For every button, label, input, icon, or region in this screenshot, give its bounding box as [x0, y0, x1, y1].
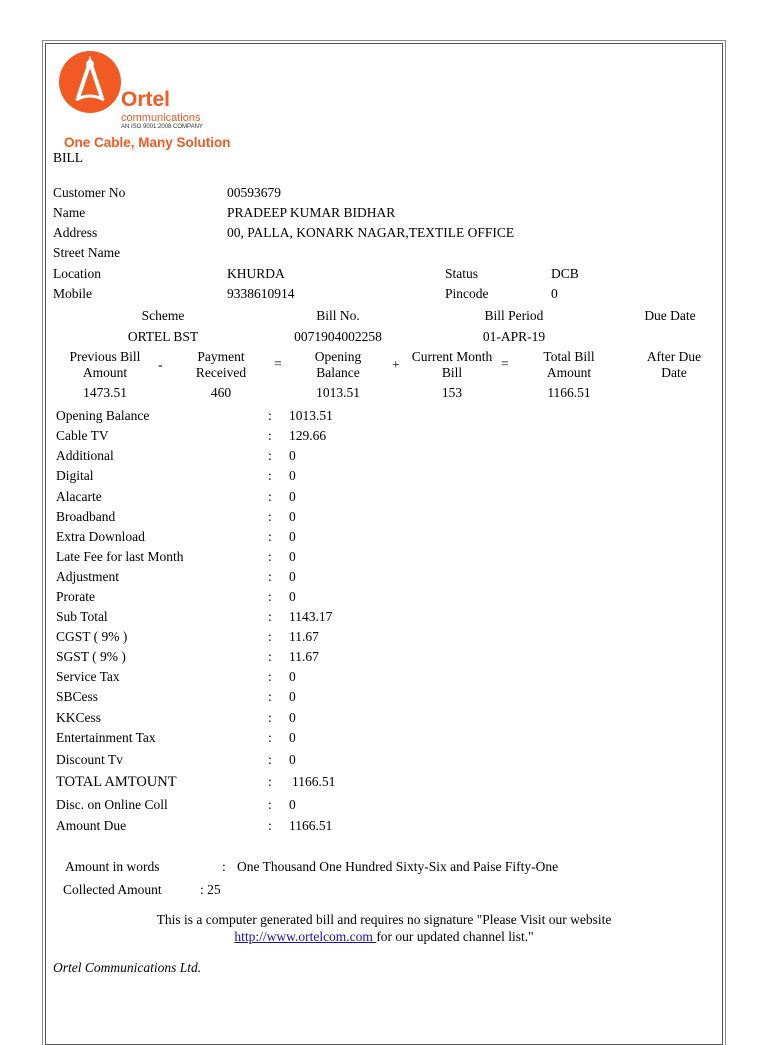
- charge-label: SGST ( 9% ): [56, 649, 126, 664]
- total-bill-header: Total Bill Amount: [543, 349, 595, 380]
- charge-value: 0: [289, 448, 296, 463]
- charge-colon: :: [268, 589, 272, 604]
- charge-label: Amount Due: [56, 818, 127, 833]
- charge-label: Adjustment: [56, 569, 119, 584]
- current-month-header: Current Month Bill: [411, 349, 493, 380]
- charge-label: Prorate: [56, 589, 95, 604]
- charge-value: 0: [289, 710, 296, 725]
- charge-colon: :: [268, 797, 272, 812]
- brand-name: Ortel: [121, 88, 171, 111]
- plus-operator: +: [392, 357, 400, 372]
- charge-label: Late Fee for last Month: [56, 549, 184, 564]
- address-label: Address: [53, 225, 98, 240]
- charge-label: Service Tax: [56, 669, 120, 684]
- amount-words-value: One Thousand One Hundred Sixty-Six and Paise Fifty-One: [237, 859, 559, 874]
- charge-colon: :: [268, 428, 272, 443]
- previous-bill-value: 1473.51: [83, 385, 127, 400]
- charge-label: Broadband: [56, 509, 116, 524]
- charge-value: 0: [289, 529, 296, 544]
- customer-no-value: 00593679: [227, 185, 281, 200]
- charge-label: Extra Download: [56, 529, 145, 544]
- charge-colon: :: [268, 448, 272, 463]
- brand-tagline: One Cable, Many Solution: [64, 135, 231, 150]
- charge-colon: :: [268, 569, 272, 584]
- charge-value: 0: [289, 669, 296, 684]
- charge-value: 0: [289, 468, 296, 483]
- charge-label: TOTAL AMTOUNT: [56, 774, 177, 790]
- mobile-value: 9338610914: [227, 286, 295, 301]
- charge-label: Sub Total: [56, 609, 108, 624]
- charge-label: Discount Tv: [56, 752, 123, 767]
- charge-colon: :: [268, 408, 272, 423]
- after-due-header: After Due Date: [646, 349, 702, 380]
- charge-value: 0: [289, 689, 296, 704]
- scheme-value: ORTEL BST: [127, 329, 199, 344]
- charge-value: 1143.17: [289, 609, 333, 624]
- location-label: Location: [53, 266, 101, 281]
- charge-value: 0: [289, 509, 296, 524]
- payment-received-value: 460: [210, 385, 232, 400]
- pincode-value: 0: [551, 286, 558, 301]
- company-footer: Ortel Communications Ltd.: [53, 960, 202, 975]
- mobile-label: Mobile: [53, 286, 92, 301]
- charge-value: 11.67: [289, 649, 319, 664]
- charge-label: Additional: [56, 448, 114, 463]
- equals-operator-2: =: [501, 356, 509, 371]
- amount-words-label: Amount in words: [65, 859, 160, 874]
- charge-label: KKCess: [56, 710, 102, 725]
- charge-label: Cable TV: [56, 428, 109, 443]
- name-label: Name: [53, 205, 86, 220]
- charge-colon: :: [268, 710, 272, 725]
- charge-colon: :: [268, 689, 272, 704]
- charge-value: 129.66: [289, 428, 327, 443]
- charge-label: SBCess: [56, 689, 99, 704]
- amount-words-colon: :: [222, 859, 226, 874]
- charge-value: 1013.51: [289, 408, 333, 423]
- charge-value: 0: [289, 489, 296, 504]
- charge-colon: :: [268, 549, 272, 564]
- charge-colon: :: [268, 669, 272, 684]
- equals-operator-1: =: [274, 356, 282, 371]
- website-note-tail: for our updated channel list.": [376, 929, 534, 944]
- bill-no-header: Bill No.: [316, 308, 360, 323]
- charge-colon: :: [268, 509, 272, 524]
- charge-value: 0: [289, 549, 296, 564]
- bill-no-value: 0071904002258: [294, 329, 382, 344]
- previous-bill-header: Previous Bill Amount: [69, 349, 141, 380]
- website-note: [48, 929, 720, 945]
- charge-label: Opening Balance: [56, 408, 150, 423]
- charge-colon: :: [268, 730, 272, 745]
- status-label: Status: [445, 266, 479, 281]
- bill-title: BILL: [53, 150, 83, 165]
- customer-no-label: Customer No: [53, 185, 126, 200]
- charge-value: 1166.51: [289, 818, 333, 833]
- minus-operator: -: [158, 357, 163, 372]
- bill-period-header: Bill Period: [484, 308, 544, 323]
- charge-colon: :: [268, 752, 272, 767]
- charge-value: 0: [289, 797, 296, 812]
- street-label: Street Name: [53, 245, 121, 260]
- charge-label: Entertainment Tax: [56, 730, 156, 745]
- location-value: KHURDA: [227, 266, 285, 281]
- charge-colon: :: [268, 774, 272, 789]
- total-bill-value: 1166.51: [547, 385, 591, 400]
- charge-label: CGST ( 9% ): [56, 629, 128, 644]
- charge-value: 0: [289, 752, 296, 767]
- name-value: PRADEEP KUMAR BIDHAR: [227, 205, 396, 220]
- bill-period-value: 01-APR-19: [482, 329, 546, 344]
- charge-label: Alacarte: [56, 489, 102, 504]
- charge-label: Digital: [56, 468, 94, 483]
- scheme-header: Scheme: [141, 308, 185, 323]
- charge-colon: :: [268, 489, 272, 504]
- collected-amount-label: Collected Amount: [63, 882, 162, 897]
- charge-colon: :: [268, 468, 272, 483]
- charge-value: 1166.51: [292, 774, 336, 789]
- charge-colon: :: [268, 629, 272, 644]
- charge-value: 0: [289, 730, 296, 745]
- collected-amount-value: : 25: [200, 882, 221, 897]
- brand-sub: communications: [121, 112, 201, 124]
- address-value: 00, PALLA, KONARK NAGAR,TEXTILE OFFICE: [227, 225, 515, 240]
- website-link[interactable]: http://www.ortelcom.com: [234, 929, 377, 944]
- charge-colon: :: [268, 649, 272, 664]
- charge-colon: :: [268, 609, 272, 624]
- charge-value: 0: [289, 569, 296, 584]
- payment-received-header: Payment Received: [195, 349, 247, 380]
- charge-colon: :: [268, 529, 272, 544]
- brand-iso: AN ISO 9001:2008 COMPANY: [121, 124, 203, 130]
- pincode-label: Pincode: [445, 286, 489, 301]
- charge-value: 11.67: [289, 629, 319, 644]
- charge-label: Disc. on Online Coll: [56, 797, 168, 812]
- charge-colon: :: [268, 818, 272, 833]
- charge-value: 0: [289, 589, 296, 604]
- opening-balance-value: 1013.51: [316, 385, 360, 400]
- opening-balance-header: Opening Balance: [314, 349, 362, 380]
- computer-generated-note: This is a computer generated bill and requires no signature "Please Visit our website: [156, 912, 612, 927]
- status-value: DCB: [551, 266, 579, 281]
- due-date-header: Due Date: [644, 308, 696, 323]
- current-month-value: 153: [441, 385, 463, 400]
